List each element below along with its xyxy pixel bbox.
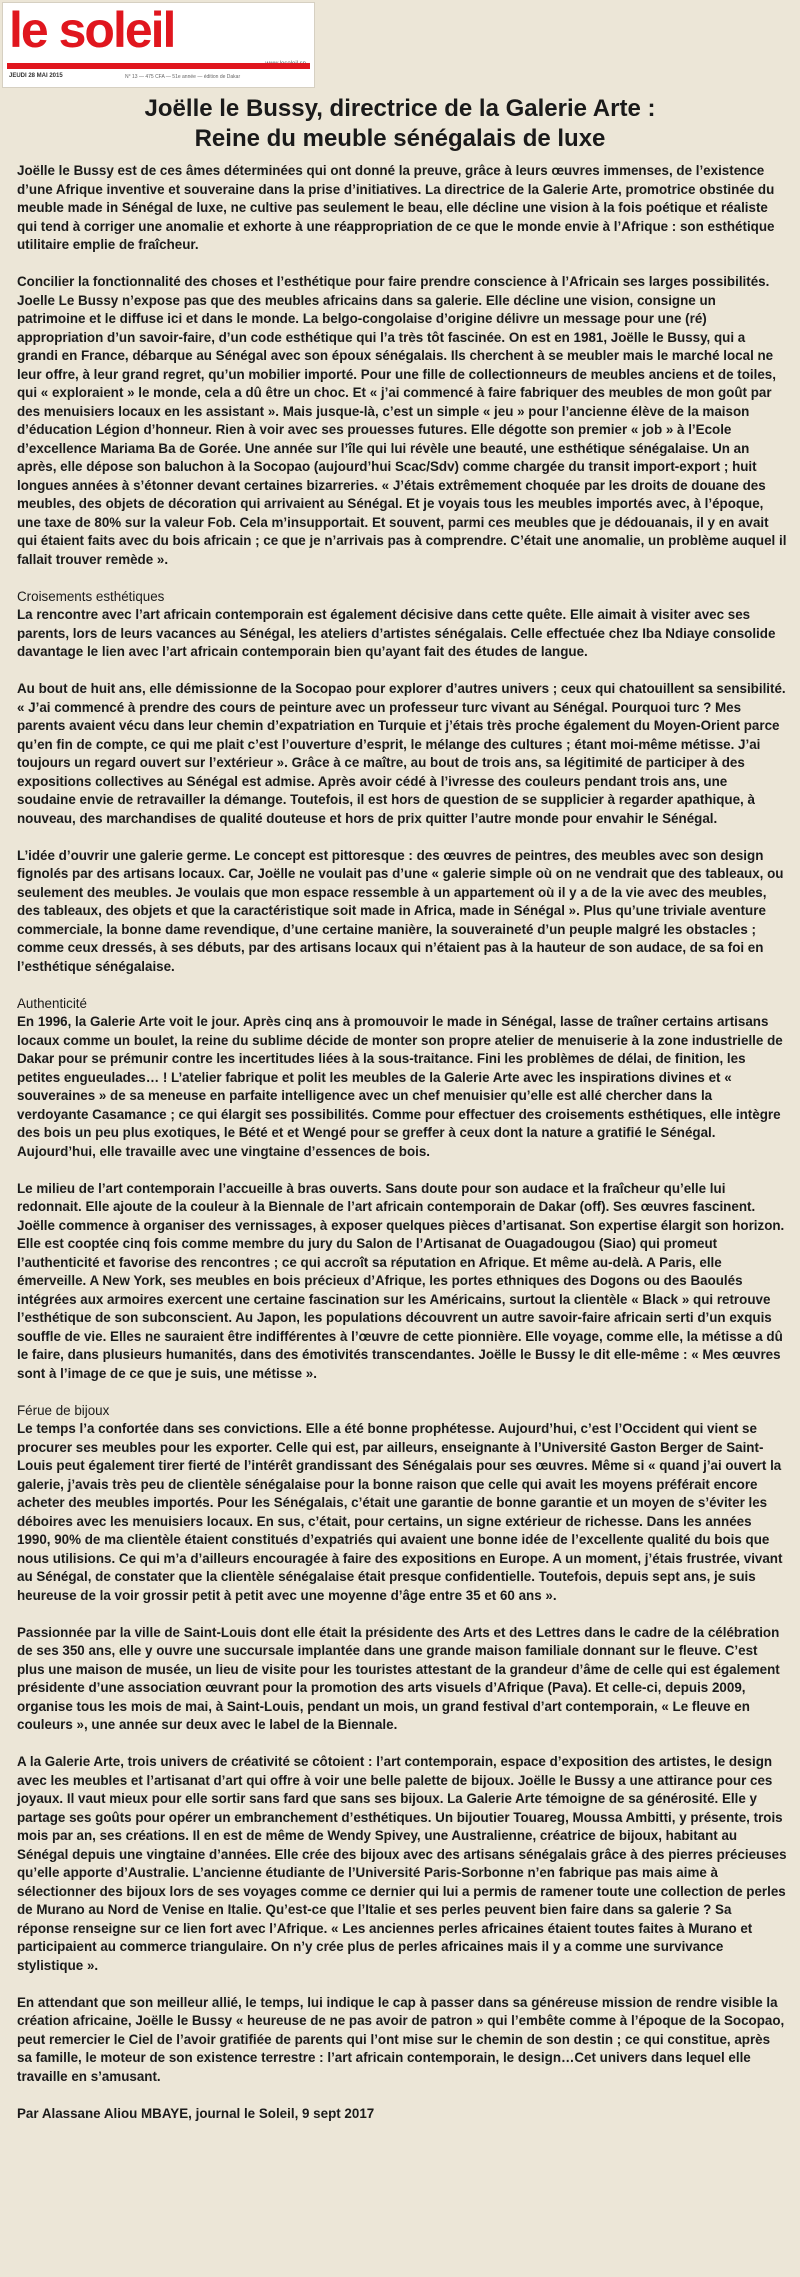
paragraph-8: Le temps l’a confortée dans ses convictions. Elle a été bonne prophétesse. Aujourd’hui, c’est l’Occident qui vient se procurer ses meubles pour les exporter. Celle qui est, par ailleurs, enseignante à l’Université Gaston Berger de Saint-Louis peut également tirer fierté de l’intérêt grandissant des Sénégalais pour ses œuvres. Même si « quand j’ai ouvert la galerie, j’avais très peu de clientèle sénégalaise pour la bonne raison que celle qui avait les moyens préférait encore acheter des meubles importés. Pour les Sénégalais, c’était une garantie de bonne garantie et un moyen de s’éviter les déboires avec les menuisiers locaux. En sus, c’était, pour certains, un signe extérieur de richesse. Dans les années 1990, 90% de ma clientèle étaient constitués d’expatriés qui avaient une bonne idée de l’excellente qualité du bois que nous utilisions. Ce qui m’a d’ailleurs encouragée à faire des expositions en Europe. A un moment, j’étais frustrée, vivant au Sénégal, de constater que la clientèle sénégalaise était presque confidentielle. Toutefois, depuis sept ans, je suis heureuse de la voir grossir petit à petit avec une moyenne d’âge entre 35 et 60 ans ». bbox=[17, 1421, 783, 1603]
subheading-croisements: Croisements esthétiques bbox=[17, 588, 165, 604]
subheading-bijoux: Férue de bijoux bbox=[17, 1402, 110, 1418]
masthead-info: N° 13 — 475 CFA — 51e année — édition de Dakar bbox=[125, 74, 241, 80]
article-body bbox=[17, 162, 787, 2142]
title-line-2: Reine du meuble sénégalais de luxe bbox=[194, 125, 606, 152]
paragraph-6: En 1996, la Galerie Arte voit le jour. Après cinq ans à promouvoir le made in Sénégal, lasse de traîner certains artisans locaux comme un boulet, la reine du sublime décide de monter son propre atelier de menuiserie à la zone industrielle de Dakar pour se prémunir contre les incertitudes liées à la sous-traitance. Fini les problèmes de délai, de finition, les petites engueulades… ! L’atelier fabrique et polit les meubles de la Galerie Arte avec les inspirations divines et « souveraines » de sa meneuse en parfaite intelligence avec un chef menuisier qu’elle est allé chercher dans la verdoyante Casamance ; ce qui élargit ses possibilités. Comme pour effectuer des croisements esthétiques, elle intègre des bois un peu plus exotiques, le Bété et et Wengé pour se greffer à ceux dont la nature a gratifié le Sénégal. Aujourd’hui, elle travaille avec une vingtaine d’essences de bois. bbox=[17, 1014, 783, 1159]
paragraph-3: La rencontre avec l’art africain contemporain est également décisive dans cette quête. Elle aimait à visiter avec ses parents, lors de leurs vacances au Sénégal, les ateliers d’artistes sénégalais. Celle effectuée chez Iba Ndiaye consolide davantage le lien avec l’art africain contemporain bien qu’ayant fait des études de langue. bbox=[17, 607, 776, 659]
article-title bbox=[0, 94, 800, 154]
paragraph-9: Passionnée par la ville de Saint-Louis dont elle était la présidente des Arts et des Lettres dans le cadre de la célébration de ses 350 ans, elle y ouvre une succursale implantée dans une grande maison familiale donnant sur le fleuve. C’est plus une maison de musée, un lieu de visite pour les touristes attestant de la grandeur d’âme de celle qui est également présidente d’une association œuvrant pour la promotion des arts visuels d’Afrique (Pava). Et celle-ci, depuis 2009, organise tous les mois de mai, à Saint-Louis, pendant un mois, un grand festival d’art contemporain, « Le fleuve en couleurs », une année sur deux avec le label de la Biennale. bbox=[17, 1624, 780, 1732]
paragraph-4: Au bout de huit ans, elle démissionne de la Socopao pour explorer d’autres univers ; ceux qui chatouillent sa sensibilité. « J’ai commencé à prendre des cours de peinture avec un professeur turc vivant au Sénégal. Pourquoi turc ? Mes parents avaient vécu dans leur chemin d’expatriation en Turquie et j’étais très proche également du Moyen-Orient parce qu’en fin de compte, ce qui me plait c’est l’ouverture d’esprit, le mélange des cultures ; étant moi-même métisse. J’ai toujours un regard ouvert sur l’extérieur ». Grâce à ce maître, au bout de trois ans, sa légitimité de participer à des expositions collectives au Sénégal est admise. Après avoir cédé à l’ivresse des couleurs pendant trois ans, une soudaine envie de retravailler la démange. Toutefois, il est hors de question de se supplicier à regarder apathique, à nouveau, des marchandises de qualité douteuse et hors de prix quitter l’autre monde pour envahir le Sénégal. bbox=[17, 681, 786, 826]
title-line-1: Joëlle le Bussy, directrice de la Galerie Arte : bbox=[144, 95, 656, 122]
newspaper-masthead bbox=[2, 2, 315, 88]
paragraph-1: Joëlle le Bussy est de ces âmes déterminées qui ont donné la preuve, grâce à leurs œuvres immenses, de l’existence d’une Afrique inventive et souveraine dans la prise d’initiatives. La directrice de la Galerie Arte, promotrice obstinée du meuble made in Sénégal de luxe, ne cultive pas seulement le beau, elle décline une vision à la fois poétique et réaliste qui tend à corriger une anomalie et exhorte à une réappropriation de ce que le monde envie à l’Afrique : son esthétique utilitaire emplie de fraîcheur. bbox=[17, 163, 775, 252]
paragraph-10: A la Galerie Arte, trois univers de créativité se côtoient : l’art contemporain, espace d’exposition des artistes, le design avec les meubles et l’artisanat d’art qui offre à voir une belle palette de bijoux. Joëlle le Bussy a une attirance pour ces joyaux. Il vaut mieux pour elle sortir sans fard que sans ses bijoux. La Galerie Arte témoigne de sa générosité. Elle y partage ses goûts pour opérer un embranchement d’esthétiques. Un bijoutier Touareg, Moussa Ambitti, y présente, trois mois par an, ses créations. Il en est de même de Wendy Spivey, une Australienne, créatrice de bijoux, habitant au Sénégal depuis une vingtaine d’années. Elle crée des bijoux avec des artisans sénégalais grâce à des pierres précieuses qu’elle apporte d’Australie. L’ancienne étudiante de l’Université Paris-Sorbonne n’en fabrique pas mais aime à sélectionner des bijoux lors de ses voyages comme ce dernier qui lui a permis de ramener toute une collection de perles de Murano au Nord de Venise en Italie. Qu’est-ce que l’Italie et ses perles peuvent bien faire dans sa galerie ? Sa réponse renseigne sur ce lien fort avec l’Afrique. « Les anciennes perles africaines étaient toutes faites à Murano et participaient au commerce triangulaire. On n’y crée plus de perles africaines mais il y a comme une survivance stylistique ». bbox=[17, 1754, 787, 1973]
subheading-authenticite: Authenticité bbox=[17, 995, 87, 1011]
paragraph-7: Le milieu de l’art contemporain l’accueille à bras ouverts. Sans doute pour son audace et la fraîcheur qu’elle lui redonnait. Elle ajoute de la couleur à la Biennale de l’art africain contemporain de Dakar (off). Ses œuvres fascinent. Joëlle commence à organiser des vernissages, à exposer quelques pièces d’artisanat. Son expertise élargit son horizon. Elle est cooptée cinq fois comme membre du jury du Salon de l’Artisanat de Ouagadougou (Siao) qui promeut l’authenticité et favorise des rencontres ; ce qui accroît sa réputation en Afrique. Et même au-delà. A Paris, elle émerveille. A New York, ses meubles en bois précieux d’Afrique, les portes ethniques des Dogons ou des Baoulés intégrées aux armoires exercent une certaine fascination sur les Américains, surtout la clientèle « Black » qui retrouve l’esthétique de son subconscient. Au Japon, les populations découvrent un autre savoir-faire africain serti d’un exquis souffle de vie. Elles ne sauraient être indifférentes à l’œuvre de cette pionnière. Elle voyage, comme elle, la métisse a dû le faire, dans plusieurs humanités, dans des émotivités transcendantes. Joëlle le Bussy le dit elle-même : « Mes œuvres sont à l’image de ce que je suis, une métisse ». bbox=[17, 1180, 785, 1381]
masthead-bar bbox=[7, 63, 310, 69]
article-byline: Par Alassane Aliou MBAYE, journal le Soleil, 9 sept 2017 bbox=[17, 2105, 375, 2121]
newspaper-logo: le soleil bbox=[9, 2, 175, 58]
paragraph-2: Concilier la fonctionnalité des choses et l’esthétique pour faire prendre conscience à l’Africain ses larges possibilités. Joelle Le Bussy n’expose pas que des meubles africains dans sa galerie. Elle décline une vision, consigne un patrimoine et le diffuse ici et dans le monde. La belgo-congolaise d’origine délivre un message pour une (ré) appropriation d’un savoir-faire, d’un code esthétique qui l’a très tôt fascinée. On est en 1981, Joëlle le Bussy, qui a grandi en France, débarque au Sénégal avec son époux sénégalais. Ils cherchent à se meubler mais le marché local ne leur offre, à leur grand regret, qu’un mobilier importé. Pour une fille de collectionneurs de meubles anciens et de toiles, qui « exploraient » le monde, cela a dû être un choc. Et « j’ai commencé à faire fabriquer des meubles de mon goût par des menuisiers locaux en les assistant ». Mais jusque-là, c’est un simple « jeu » pour l’ancienne élève de la maison d’éducation Légion d’honneur. Rien à voir avec ses prouesses futures. Elle dégotte son premier « job » à l’Ecole d’excellence Mariama Ba de Gorée. Une année sur l’île qui lui révèle une beauté, une esthétique sénégalaise. Un an après, elle dépose son baluchon à la Socopao (aujourd’hui Scac/Sdv) comme chargée du transit import-export ; huit longues années à s’étonner devant certaines bizarreries. « J’étais extrêmement choquée par les droits de douane des meubles, des objets de décoration qui arrivaient au Sénégal. Et je voyais tous les meubles importés avec, à l’époque, une taxe de 80% sur la valeur Fob. Cela m’insupportait. Et souvent, parmi ces meubles que je dédouanais, il y en avait qui étaient faits avec du bois africain ; ce que je n’arrivais pas à comprendre. C’était une anomalie, un problème auquel il fallait trouver remède ». bbox=[17, 274, 787, 567]
masthead-date: JEUDI 28 MAI 2015 bbox=[9, 73, 63, 79]
paragraph-11: En attendant que son meilleur allié, le temps, lui indique le cap à passer dans sa généreuse mission de rendre visible la création africaine, Joëlle le Bussy « heureuse de ne pas avoir de patron » qui l’embête comme à l’époque de la Socopao, peut remercier le Ciel de l’avoir gratifiée de parents qui l’ont mise sur le chemin de son destin ; ce qui constitue, après sa famille, le moteur de son existence terrestre : l’art africain contemporain, le design…Cet univers dans lequel elle travaille en s’amusant. bbox=[17, 1994, 785, 2084]
paragraph-5: L’idée d’ouvrir une galerie germe. Le concept est pittoresque : des œuvres de peintres, des meubles avec son design fignolés par des artisans locaux. Car, Joëlle ne voulait pas d’une « galerie simple où on ne vendrait que des tableaux, ou seulement des meubles. Je voulais que mon espace ressemble à un appartement où il y a de la vie avec des meubles, des tableaux, des objets et que la caractéristique soit made in Africa, made in Sénégal ». Plus qu’une triviale aventure commerciale, la bonne dame revendique, d’une certaine manière, la souveraineté d’un peuple malgré les obstacles ; comme ceux dressés, à ses débuts, par des artisans locaux qui n’étaient pas à la hauteur de son audace, de sa foi en l’esthétique sénégalaise. bbox=[17, 847, 784, 974]
